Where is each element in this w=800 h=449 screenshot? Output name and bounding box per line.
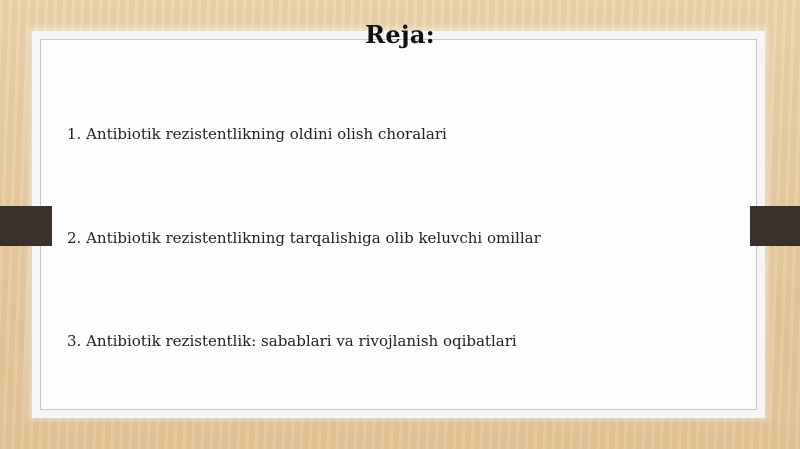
plan-item-2: 2. Antibiotik rezistentlikning tarqalishiga olib keluvchi omillar bbox=[67, 229, 541, 247]
slide-title: Reja: bbox=[365, 20, 435, 49]
plan-item-1: 1. Antibiotik rezistentlikning oldini olish choralari bbox=[67, 125, 447, 143]
plan-item-3: 3. Antibiotik rezistentlik: sabablari va rivojlanish oqibatlari bbox=[67, 332, 517, 350]
slide-card bbox=[32, 31, 765, 418]
left-side-tab bbox=[0, 206, 52, 246]
slide-inner-frame bbox=[40, 39, 757, 410]
right-side-tab bbox=[750, 206, 800, 246]
